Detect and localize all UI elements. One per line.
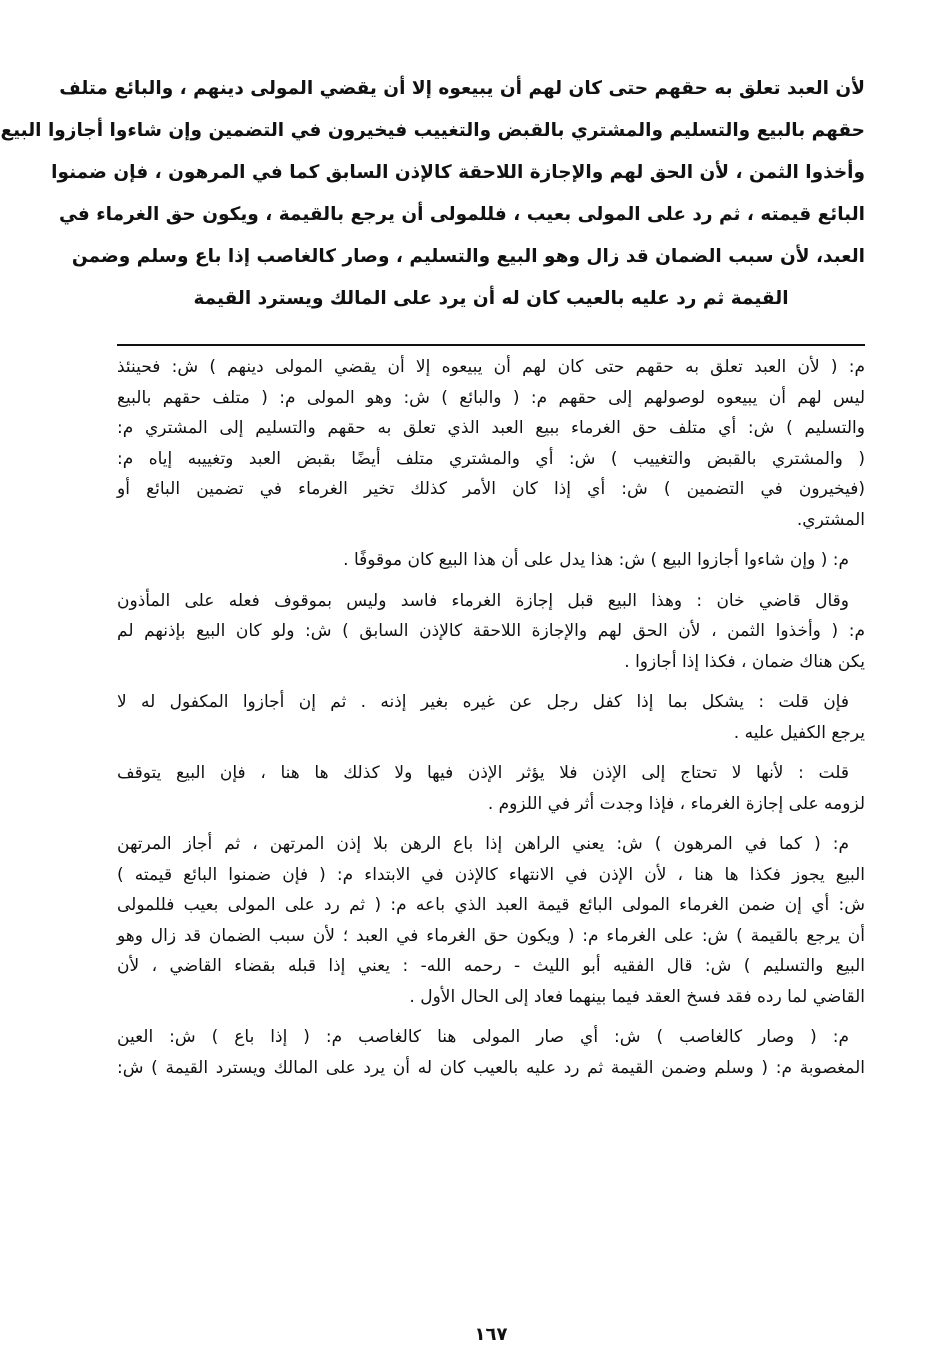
main-text-block [0, 68, 865, 320]
commentary-line: م: ( كما في المرهون ) ش: يعني الراهن إذا باع الرهن بلا إذن المرتهن ، ثم أجاز المرتهن [117, 834, 849, 854]
commentary-line: (فيخيرون في التضمين ) ش: أي إذا كان الأمر كذلك تخير الغرماء في تضمين البائع أو [117, 479, 865, 499]
main-text-line: لأن العبد تعلق به حقهم حتى كان لهم أن يبيعوه إلا أن يقضي المولى دينهم ، والبائع متلف [59, 78, 865, 99]
main-text-line: البائع قيمته ، ثم رد على المولى بعيب ، فللمولى أن يرجع بالقيمة ، ويكون حق الغرماء في [58, 204, 865, 225]
commentary-line: يكن هناك ضمان ، فكذا إذا أجازوا . [624, 651, 865, 672]
commentary-line: فإن قلت : يشكل بما إذا كفل رجل عن غيره بغير إذنه . ثم إن أجازوا المكفول له لا [117, 692, 849, 712]
main-text-line: حقهم بالبيع والتسليم والمشتري بالقبض والتغييب فيخيرون في التضمين وإن شاءوا أجازوا البيع [0, 120, 865, 141]
commentary-line: يرجع الكفيل عليه . [733, 722, 865, 743]
separator-rule [117, 344, 865, 346]
commentary-line: قلت : لأنها لا تحتاج إلى الإذن فلا يؤثر الإذن فيها ولا كذلك ها هنا ، فإن البيع يتوقف [117, 763, 849, 783]
commentary-paragraph [117, 1022, 865, 1083]
commentary-paragraph [117, 586, 865, 678]
commentary-line: المغصوبة م: ( وسلم وضمن القيمة ثم رد عليه بالعيب كان له أن يرد على المالك ويسترد القيمة ) ش: [117, 1057, 865, 1078]
commentary-line: ( والمشتري بالقبض والتغييب ) ش: أي والمشتري متلف أيضًا بقبض العبد وتغييبه إياه م: [117, 448, 865, 469]
commentary-paragraph [117, 687, 865, 748]
commentary-line: المشتري. [796, 509, 865, 530]
page-number: ١٦٧ [474, 1324, 508, 1345]
commentary-paragraph [117, 829, 865, 1012]
commentary-line: ليس لهم أن يبيعوه لوصولهم إلى حقهم م: ( والبائع ) ش: وهو المولى م: ( متلف حقهم بالبيع [117, 387, 865, 408]
main-text-line: القيمة ثم رد عليه بالعيب كان له أن يرد على المالك ويسترد القيمة [193, 288, 789, 309]
commentary-line: م: ( وإن شاءوا أجازوا البيع ) ش: هذا يدل على أن هذا البيع كان موقوفًا . [343, 550, 849, 570]
main-text-line: العبد، لأن سبب الضمان قد زال وهو البيع والتسليم ، وصار كالغاصب إذا باع وسلم وضمن [71, 246, 865, 267]
commentary-line: لزومه على إجازة الغرماء ، فإذا وجدت أثر في اللزوم . [487, 793, 865, 814]
commentary-line: البيع والتسليم ) ش: قال الفقيه أبو الليث - رحمه الله- : يعني إذا قبله بقضاء القاضي ، لأن [117, 956, 865, 976]
main-text-line: وأخذوا الثمن ، لأن الحق لهم والإجازة اللاحقة كالإذن السابق كما في المرهون ، فإن ضمنوا [51, 162, 865, 183]
commentary-line: م: ( وأخذوا الثمن ، لأن الحق لهم والإجازة اللاحقة كالإذن السابق ) ش: ولو كان البيع بإذنهم لم [117, 621, 865, 641]
commentary-paragraph [117, 352, 865, 535]
commentary-line: والتسليم ) ش: أي متلف حق الغرماء ببيع العبد الذي تعلق به حقهم والتسليم إلى المشتري م: [117, 418, 865, 438]
commentary-line: م: ( وصار كالغاصب ) ش: أي صار المولى هنا كالغاصب م: ( إذا باع ) ش: العين [117, 1027, 849, 1047]
commentary-line: ش: أي إن ضمن الغرماء المولى البائع قيمة العبد الذي باعه م: ( ثم رد على المولى بعيب فللمولى [117, 895, 865, 915]
commentary-line: أن يرجع بالقيمة ) ش: على الغرماء م: ( ويكون حق الغرماء في العبد ؛ لأن سبب الضمان قد زال وهو [117, 925, 865, 946]
commentary-line: البيع يجوز فكذا ها هنا ، لأن الإذن في الانتهاء كالإذن في الابتداء م: ( فإن ضمنوا البائع قيمته ) [117, 864, 865, 885]
commentary-line: وقال قاضي خان : وهذا البيع قبل إجازة الغرماء فاسد وليس بموقوف فعله على المأذون [117, 590, 849, 611]
commentary-line: م: ( لأن العبد تعلق به حقهم حتى كان لهم أن يبيعوه إلا أن يقضي المولى دينهم ) ش: فحينئذ [117, 357, 865, 377]
commentary-paragraph [117, 545, 865, 576]
commentary-paragraph [117, 758, 865, 819]
commentary-line: القاضي لما رده فقد فسخ العقد فيما بينهما فعاد إلى الحال الأول . [409, 986, 865, 1007]
commentary-block [117, 352, 865, 1093]
